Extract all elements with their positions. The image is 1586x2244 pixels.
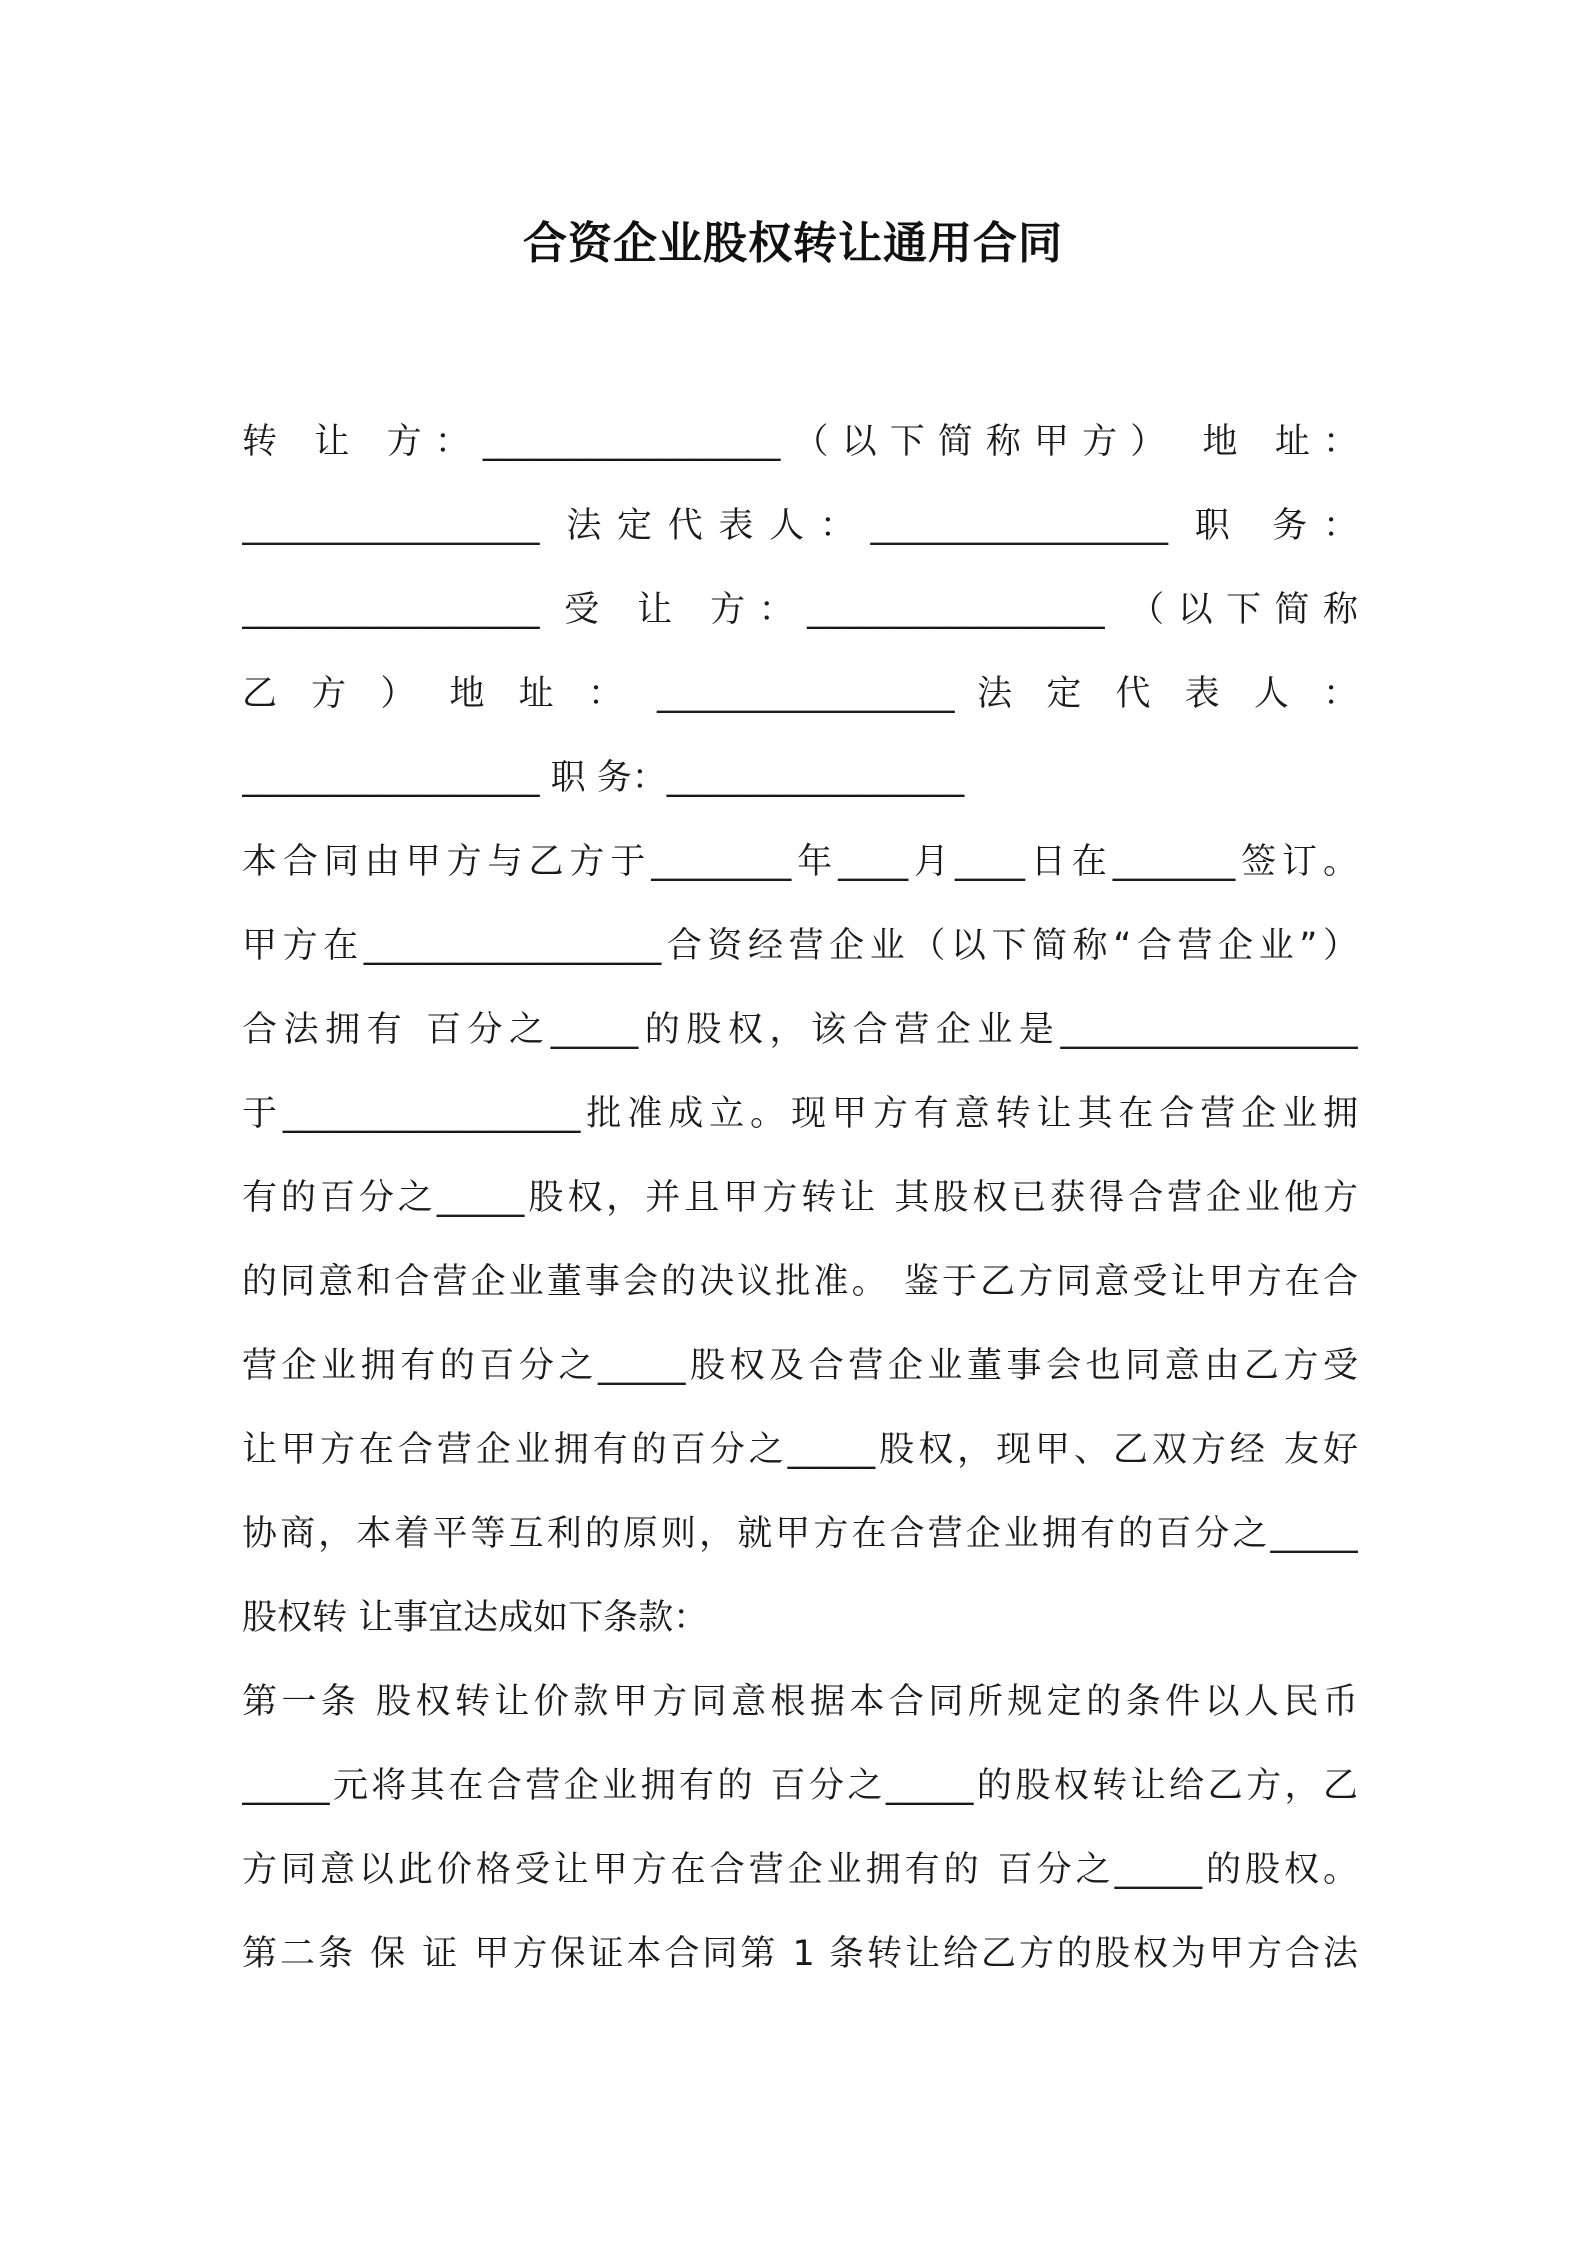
paragraph-line: 协商，本着平等互利的原则，就甲方在合营企业拥有的百分之_____ [242,1514,1358,1554]
party-b-line: _________________ 受 让 方：_________________ （以下简称 [242,590,1358,630]
paragraph-line: 股权转 让事宜达成如下条款： [242,1598,709,1638]
paragraph-line: 于_________________批准成立。现甲方有意转让其在合营企业拥 [242,1094,1358,1134]
contract-body [242,400,1358,1996]
paragraph-line: 的同意和合营企业董事会的决议批准。 鉴于乙方同意受让甲方在合 [242,1262,1358,1302]
paragraph-line: 让甲方在合营企业拥有的百分之_____股权，现甲、乙双方经 友好 [242,1430,1358,1470]
signing-date-line: 本合同由甲方与乙方于________年____月____日在_______签订。 [242,842,1358,882]
paragraph-line: 甲方在_________________合资经营企业（以下简称“合营企业”） [242,926,1358,966]
party-a-line: 转 让 方：_________________（以下简称甲方） 地 址： [242,422,1358,462]
article-one-line: 方同意以此价格受让甲方在合营企业拥有的 百分之_____的股权。 [242,1850,1358,1890]
party-a-representative-line: _________________ 法定代表人：_________________ 职 务： [242,506,1358,546]
article-two-heading-line: 第二条 保 证 甲方保证本合同第 1 条转让给乙方的股权为甲方合法 [242,1934,1358,1974]
paragraph-line: 合法拥有 百分之_____的股权，该合营企业是_________________ [242,1010,1358,1050]
document-title: 合资企业股权转让通用合同 [523,218,1063,269]
article-one-line: _____元将其在合营企业拥有的 百分之_____的股权转让给乙方，乙 [242,1766,1358,1806]
article-one-heading-line: 第一条 股权转让价款甲方同意根据本合同所规定的条件以人民币 [242,1682,1358,1722]
paragraph-line: 营企业拥有的百分之_____股权及合营企业董事会也同意由乙方受 [242,1346,1358,1386]
paragraph-line: 有的百分之_____股权，并且甲方转让 其股权已获得合营企业他方 [242,1178,1358,1218]
party-b-title-line: _________________ 职 务：_________________ [242,758,965,798]
party-b-address-line: 乙 方 ） 地 址 ： _________________ 法 定 代 表 人 ： [242,674,1358,714]
